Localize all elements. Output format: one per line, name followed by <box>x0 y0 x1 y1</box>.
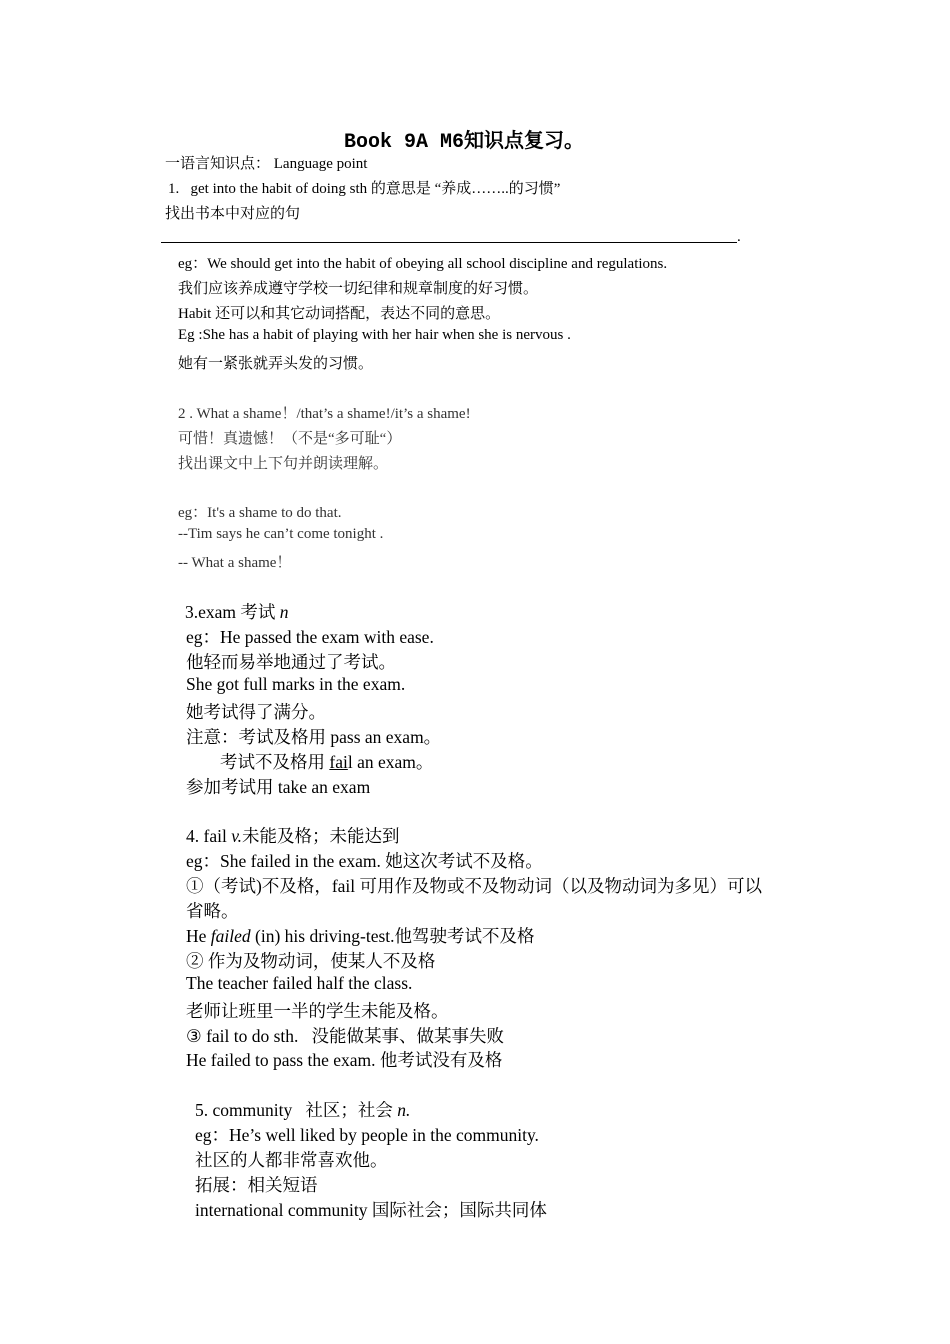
item1-example: eg：We should get into the habit of obeying all school discipline and regulations. <box>178 256 668 272</box>
item1-find: 找出书本中对应的句 <box>165 206 301 222</box>
item1-example-cn: 我们应该养成遵守学校一切纪律和规章制度的好习惯。 <box>178 281 539 297</box>
item4-part-of-speech: v. <box>231 826 243 846</box>
item4-heading <box>186 823 400 848</box>
item5-heading-text: 5. community 社区；社会 <box>195 1100 398 1120</box>
item4-point1-cont: 省略。 <box>186 901 239 921</box>
item3-part-of-speech: n <box>279 602 289 622</box>
section-heading: 一语言知识点： Language point <box>165 156 368 172</box>
item4-heading-text: 4. fail <box>186 826 232 846</box>
item2-dialog-1: --Tim says he can’t come tonight . <box>178 526 384 542</box>
item4-point2: ② 作为及物动词，使某人不及格 <box>186 951 436 971</box>
item4-example: eg：She failed in the exam. 她这次考试不及格。 <box>186 851 543 871</box>
item5-heading <box>195 1097 410 1122</box>
item4-point3: ③ fail to do sth. 没能做某事、做某事失败 <box>186 1026 505 1046</box>
item1-note: Habit 还可以和其它动词搭配，表达不同的意思。 <box>178 306 501 322</box>
item5-extension: 拓展：相关短语 <box>195 1175 318 1195</box>
item4-example1-italic: failed <box>210 926 251 946</box>
answer-blank-line <box>161 242 737 243</box>
item5-part-of-speech: n. <box>397 1100 411 1120</box>
item3-note1: 注意：考试及格用 pass an exam。 <box>186 727 442 747</box>
item5-example-cn: 社区的人都非常喜欢他。 <box>195 1150 388 1170</box>
item1-line: 1. get into the habit of doing sth 的意思是 “养成……..的习惯” <box>168 181 561 197</box>
item2-example: eg：It's a shame to do that. <box>178 505 342 521</box>
item4-example1-end: (in) his driving-test.他驾驶考试不及格 <box>250 926 535 946</box>
item3-note2-tail: l an exam。 <box>347 752 434 772</box>
item3-note3: 参加考试用 take an exam <box>186 777 371 797</box>
item4-example2: The teacher failed half the class. <box>186 973 413 993</box>
item4-example2-cn: 老师让班里一半的学生未能及格。 <box>186 1001 449 1021</box>
item4-example3: He failed to pass the exam. 他考试没有及格 <box>186 1050 503 1070</box>
item5-phrase: international community 国际社会；国际共同体 <box>195 1200 547 1220</box>
item4-point1: ①（考试)不及格，fail 可用作及物或不及物动词（以及物动词为多见）可以 <box>186 876 763 896</box>
item2-line: 2 . What a shame！/that’s a shame!/it’s a shame! <box>178 406 471 422</box>
answer-line-end: . <box>737 229 741 245</box>
item1-example2: Eg :She has a habit of playing with her hair when she is nervous . <box>178 327 571 343</box>
item4-example1-start: He <box>186 926 211 946</box>
item4-heading-meaning: 未能及格；未能达到 <box>242 826 400 846</box>
item2-find: 找出课文中上下句并朗读理解。 <box>178 456 389 472</box>
item3-note2 <box>220 749 433 774</box>
item3-note2-underlined: fai <box>329 752 348 772</box>
item3-heading-text: 3.exam 考试 <box>185 602 280 622</box>
item4-example1 <box>186 923 535 948</box>
page-title: Book 9A M6知识点复习。 <box>344 131 585 154</box>
item1-example2-cn: 她有一紧张就弄头发的习惯。 <box>178 356 374 372</box>
item3-note2-text: 考试不及格用 <box>220 752 330 772</box>
item3-example-cn: 他轻而易举地通过了考试。 <box>186 652 396 672</box>
item3-heading <box>185 599 289 624</box>
item3-example: eg：He passed the exam with ease. <box>186 627 434 647</box>
item3-line3: She got full marks in the exam. <box>186 674 406 694</box>
item2-cn: 可惜！真遗憾！（不是“多可耻“） <box>178 431 402 447</box>
item3-line4: 她考试得了满分。 <box>186 702 326 722</box>
item2-dialog-2: -- What a shame！ <box>178 555 292 571</box>
item5-example: eg：He’s well liked by people in the community. <box>195 1125 539 1145</box>
